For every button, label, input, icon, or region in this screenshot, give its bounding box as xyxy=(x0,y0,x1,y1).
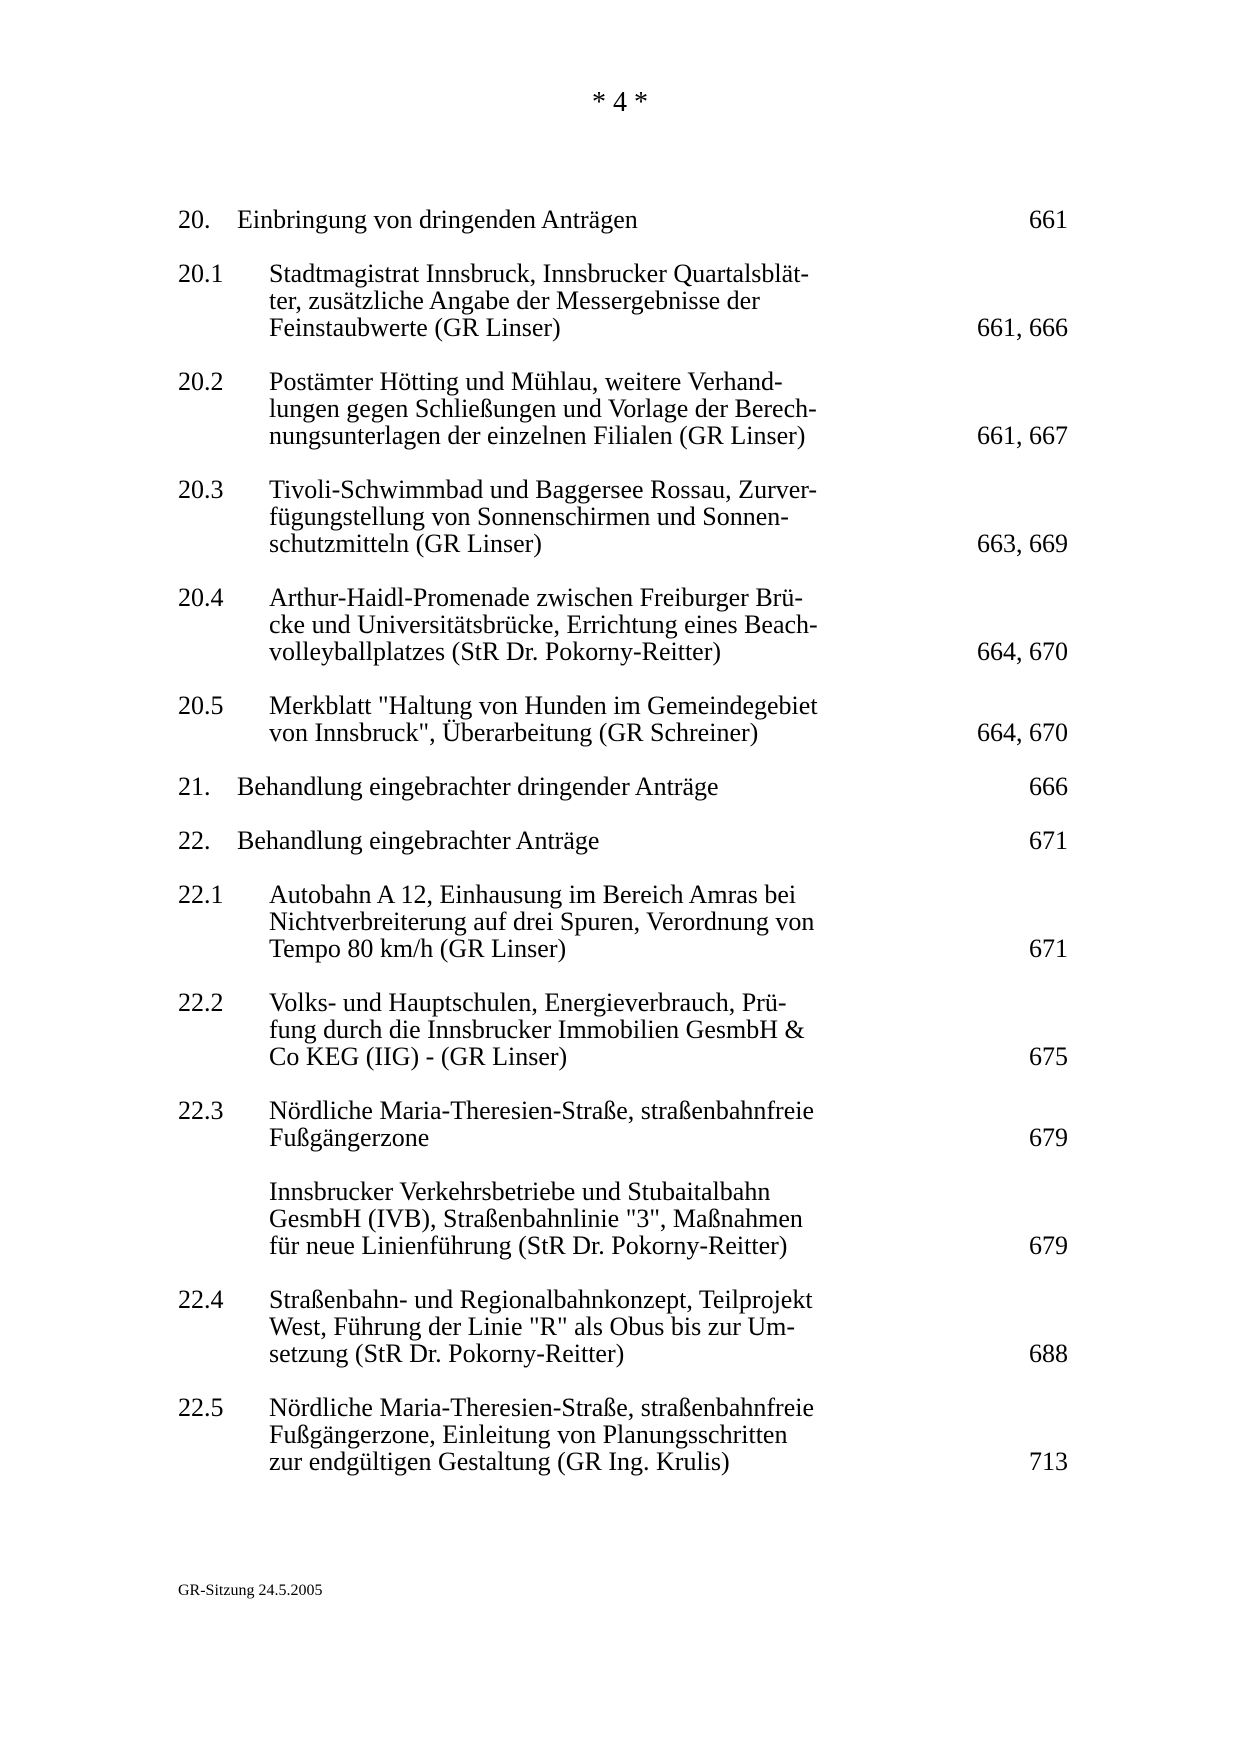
entry-pages: 661, 666 xyxy=(977,313,1068,342)
entry-pages: 661 xyxy=(1029,205,1068,234)
entry-number: 22.5 xyxy=(178,1393,224,1422)
entry-pages: 671 xyxy=(1029,826,1068,855)
entry-pages: 679 xyxy=(1029,1231,1068,1260)
entry-pages: 671 xyxy=(1029,934,1068,963)
entry-title: Merkblatt "Haltung von Hunden im Gemeindegebiet von Innsbruck", Überarbeitung (GR Schreiner) xyxy=(269,691,818,747)
entry-pages: 666 xyxy=(1029,772,1068,801)
entry-pages: 664, 670 xyxy=(977,637,1068,666)
entry-title: Behandlung eingebrachter dringender Anträge xyxy=(237,772,719,801)
entry-title: Stadtmagistrat Innsbruck, Innsbrucker Quartalsblät- ter, zusätzliche Angabe der Messergebnisse der Feinstaubwerte (GR Linser) xyxy=(269,259,810,342)
page-number: * 4 * xyxy=(592,87,648,118)
entry-title: Behandlung eingebrachter Anträge xyxy=(237,826,600,855)
entry-title: Volks- und Hauptschulen, Energieverbrauch, Prü- fung durch die Innsbrucker Immobilien GesmbH & Co KEG (IIG) - (GR Linser) xyxy=(269,988,805,1071)
entry-number: 20.2 xyxy=(178,367,224,396)
entry-title: Autobahn A 12, Einhausung im Bereich Amras bei Nichtverbreiterung auf drei Spuren, Verordnung von Tempo 80 km/h (GR Linser) xyxy=(269,880,815,963)
entry-number: 20. xyxy=(178,205,211,234)
entry-title: Nördliche Maria-Theresien-Straße, straßenbahnfreie Fußgängerzone xyxy=(269,1096,815,1152)
entry-title: Postämter Hötting und Mühlau, weitere Verhand- lungen gegen Schließungen und Vorlage der Berech- nungsunterlagen der einzelnen Filialen (GR Linser) xyxy=(269,367,817,450)
entry-number: 22.3 xyxy=(178,1096,224,1125)
footer-session-date: GR-Sitzung 24.5.2005 xyxy=(178,1582,323,1599)
entry-number: 20.4 xyxy=(178,583,224,612)
entry-pages: 688 xyxy=(1029,1339,1068,1368)
entry-number: 21. xyxy=(178,772,211,801)
entry-title: Arthur-Haidl-Promenade zwischen Freiburger Brü- cke und Universitätsbrücke, Errichtung eines Beach- volleyballplatzes (StR Dr. Pokorny-Reitter) xyxy=(269,583,818,666)
entry-title: Innsbrucker Verkehrsbetriebe und Stubaitalbahn GesmbH (IVB), Straßenbahnlinie "3", Maßnahmen für neue Linienführung (StR Dr. Pokorny-Reitter) xyxy=(269,1177,803,1260)
entry-number: 22.4 xyxy=(178,1285,224,1314)
entry-pages: 679 xyxy=(1029,1123,1068,1152)
entry-number: 20.5 xyxy=(178,691,224,720)
entry-number: 20.3 xyxy=(178,475,224,504)
entry-number: 22. xyxy=(178,826,211,855)
entry-title: Nördliche Maria-Theresien-Straße, straßenbahnfreie Fußgängerzone, Einleitung von Planungsschritten zur endgültigen Gestaltung (GR Ing. Krulis) xyxy=(269,1393,815,1476)
entry-title: Tivoli-Schwimmbad und Baggersee Rossau, Zurver- fügungstellung von Sonnenschirmen und Sonnen- schutzmitteln (GR Linser) xyxy=(269,475,818,558)
entry-pages: 663, 669 xyxy=(977,529,1068,558)
entry-number: 22.2 xyxy=(178,988,224,1017)
entry-pages: 713 xyxy=(1029,1447,1068,1476)
entry-number: 22.1 xyxy=(178,880,224,909)
entry-pages: 661, 667 xyxy=(977,421,1068,450)
entry-title: Einbringung von dringenden Anträgen xyxy=(237,205,638,234)
entry-title: Straßenbahn- und Regionalbahnkonzept, Teilprojekt West, Führung der Linie "R" als Obus bis zur Um- setzung (StR Dr. Pokorny-Reitter) xyxy=(269,1285,813,1368)
entry-pages: 664, 670 xyxy=(977,718,1068,747)
entry-pages: 675 xyxy=(1029,1042,1068,1071)
entry-number: 20.1 xyxy=(178,259,224,288)
